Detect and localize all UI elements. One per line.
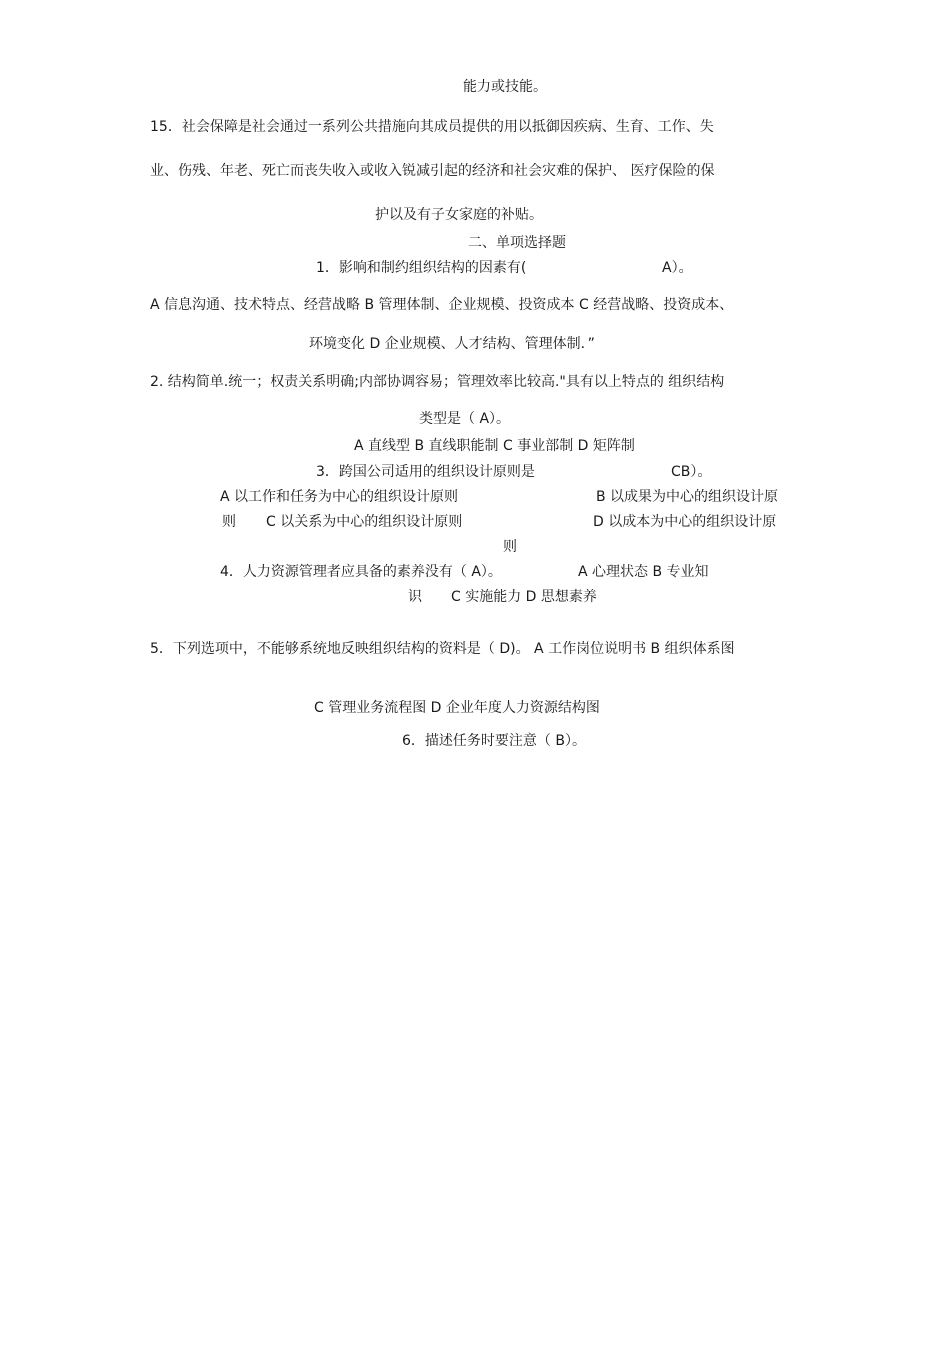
question-2-cont: 类型是（ A）。	[419, 411, 511, 427]
options-1-cont: 环境变化 D 企业规模、人才结构、管理体制．”	[309, 336, 595, 352]
options-5: C 管理业务流程图 D 企业年度人力资源结构图	[314, 700, 600, 716]
question-5: 5．下列选项中，不能够系统地反映组织结构的资料是（ D)。 A 工作岗位说明书 B 组织体系图	[150, 641, 735, 657]
question-1: 1．影响和制约组织结构的因素有(	[316, 260, 527, 276]
section-heading: 二、单项选择题	[468, 235, 566, 251]
options-4: A 心理状态 B 专业知	[578, 564, 709, 580]
question-6: 6．描述任务时要注意（ B）。	[402, 733, 586, 749]
option-3c: C 以关系为中心的组织设计原则	[266, 514, 463, 530]
text-line: 护以及有子女家庭的补贴。	[375, 207, 543, 223]
options-4b: C 实施能力 D 思想素养	[451, 589, 597, 605]
answer-3: CB）。	[671, 464, 712, 480]
question-2: 2. 结构简单.统一；权责关系明确;内部协调容易；管理效率比较高."具有以上特点的 组织结构	[150, 374, 725, 390]
text-line: 15．社会保障是社会通过一系列公共措施向其成员提供的用以抵御因疾病、生育、工作、失	[150, 119, 714, 135]
options-2: A 直线型 B 直线职能制 C 事业部制 D 矩阵制	[354, 438, 635, 454]
option-3b-cont: 则	[222, 514, 236, 530]
option-3d: D 以成本为中心的组织设计原	[593, 514, 777, 530]
question-3: 3．跨国公司适用的组织设计原则是	[316, 464, 535, 480]
option-3d-cont: 则	[503, 539, 517, 555]
question-4: 4．人力资源管理者应具备的素养没有（ A）。	[220, 564, 502, 580]
text-line: 业、伤残、年老、死亡而丧失收入或收入锐减引起的经济和社会灾难的保护、 医疗保险的保	[150, 163, 715, 179]
option-3b: B 以成果为中心的组织设计原	[596, 489, 779, 505]
options-4-cont: 识	[408, 589, 422, 605]
option-3a: A 以工作和任务为中心的组织设计原则	[220, 489, 459, 505]
answer-1: A）。	[662, 260, 693, 276]
options-1: A 信息沟通、技术特点、经营战略 B 管理体制、企业规模、投资成本 C 经营战略、投资成本、	[150, 297, 734, 313]
text-line: 能力或技能。	[463, 79, 547, 95]
